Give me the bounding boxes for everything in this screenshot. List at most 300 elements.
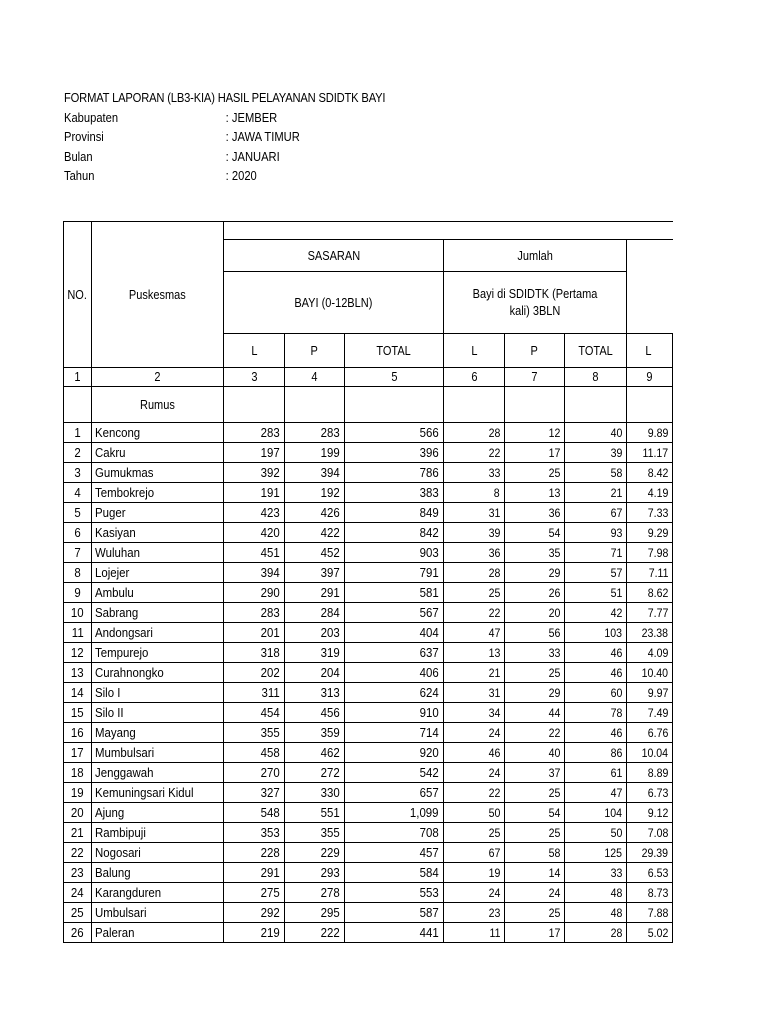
- rumus-cell: [64, 387, 92, 423]
- puskesmas-name: Ajung: [92, 803, 224, 823]
- table-row: [64, 643, 673, 663]
- jumlah-l: 67: [444, 843, 505, 863]
- persen-l: 7.11: [627, 563, 673, 583]
- table-row: [64, 663, 673, 683]
- sasaran-p: 293: [285, 863, 345, 883]
- sasaran-total: 383: [345, 483, 444, 503]
- col-number: 4: [285, 368, 345, 387]
- row-no: 13: [64, 663, 92, 683]
- sasaran-p: 291: [285, 583, 345, 603]
- sasaran-total: 791: [345, 563, 444, 583]
- rumus-cell: [444, 387, 505, 423]
- sasaran-l: 283: [224, 423, 285, 443]
- sasaran-total: 441: [345, 923, 444, 943]
- jumlah-total: 46: [565, 663, 627, 683]
- table-row: [64, 903, 673, 923]
- jumlah-l: 24: [444, 723, 505, 743]
- field-bulan: [64, 147, 385, 167]
- sasaran-l: 202: [224, 663, 285, 683]
- row-no: 12: [64, 643, 92, 663]
- persen-l: 9.12: [627, 803, 673, 823]
- sasaran-l: 327: [224, 783, 285, 803]
- sasaran-l: 392: [224, 463, 285, 483]
- jumlah-l: 23: [444, 903, 505, 923]
- sasaran-total: 587: [345, 903, 444, 923]
- puskesmas-name: Balung: [92, 863, 224, 883]
- sasaran-p: 203: [285, 623, 345, 643]
- field-tahun: [64, 166, 385, 186]
- table-row: [64, 743, 673, 763]
- rumus-label: Rumus: [92, 387, 224, 423]
- table-row: [64, 783, 673, 803]
- jumlah-p: 56: [505, 623, 565, 643]
- sasaran-l: 311: [224, 683, 285, 703]
- row-no: 23: [64, 863, 92, 883]
- persen-l: 11.17: [627, 443, 673, 463]
- jumlah-total: 58: [565, 463, 627, 483]
- rumus-cell: [627, 387, 673, 423]
- col-header-no: NO.: [64, 222, 92, 368]
- sasaran-p: 452: [285, 543, 345, 563]
- col-number: 2: [92, 368, 224, 387]
- col-header-puskesmas: Puskesmas: [92, 222, 224, 368]
- puskesmas-name: Cakru: [92, 443, 224, 463]
- sasaran-l: 270: [224, 763, 285, 783]
- col-number: 9: [627, 368, 673, 387]
- puskesmas-name: Umbulsari: [92, 903, 224, 923]
- field-label: Kabupaten: [64, 109, 119, 125]
- persen-l: 5.02: [627, 923, 673, 943]
- row-no: 17: [64, 743, 92, 763]
- jumlah-l: 31: [444, 503, 505, 523]
- row-no: 21: [64, 823, 92, 843]
- jumlah-total: 21: [565, 483, 627, 503]
- jumlah-total: 39: [565, 443, 627, 463]
- puskesmas-name: Lojejer: [92, 563, 224, 583]
- sasaran-p: 551: [285, 803, 345, 823]
- jumlah-total: 33: [565, 863, 627, 883]
- col-number: 6: [444, 368, 505, 387]
- sasaran-total: 910: [345, 703, 444, 723]
- puskesmas-name: Nogosari: [92, 843, 224, 863]
- row-no: 2: [64, 443, 92, 463]
- jumlah-total: 60: [565, 683, 627, 703]
- jumlah-l: 13: [444, 643, 505, 663]
- table-row: [64, 863, 673, 883]
- jumlah-l: 28: [444, 563, 505, 583]
- col-number: 1: [64, 368, 92, 387]
- persen-l: 7.98: [627, 543, 673, 563]
- sasaran-l: 291: [224, 863, 285, 883]
- sasaran-p: 359: [285, 723, 345, 743]
- table-row: [64, 763, 673, 783]
- puskesmas-name: Mumbulsari: [92, 743, 224, 763]
- jumlah-l: 22: [444, 443, 505, 463]
- sasaran-p: 272: [285, 763, 345, 783]
- row-no: 9: [64, 583, 92, 603]
- header-top-band: [224, 222, 673, 240]
- jumlah-total: 48: [565, 883, 627, 903]
- sasaran-p: 426: [285, 503, 345, 523]
- jumlah-l: 39: [444, 523, 505, 543]
- sasaran-p: 283: [285, 423, 345, 443]
- jumlah-total: 61: [565, 763, 627, 783]
- sasaran-l: 191: [224, 483, 285, 503]
- jumlah-p: 22: [505, 723, 565, 743]
- jumlah-l: 33: [444, 463, 505, 483]
- sub-header-bayi: BAYI (0-12BLN): [224, 272, 444, 334]
- persen-l: 7.33: [627, 503, 673, 523]
- jumlah-l: 19: [444, 863, 505, 883]
- persen-l: 7.49: [627, 703, 673, 723]
- jumlah-p: 17: [505, 443, 565, 463]
- persen-l: 9.29: [627, 523, 673, 543]
- jumlah-l: 46: [444, 743, 505, 763]
- field-value: : 2020: [225, 168, 257, 183]
- jumlah-p: 14: [505, 863, 565, 883]
- jumlah-l: 34: [444, 703, 505, 723]
- field-value: : JANUARI: [225, 148, 280, 164]
- jumlah-l: 24: [444, 883, 505, 903]
- puskesmas-name: Mayang: [92, 723, 224, 743]
- jumlah-total: 28: [565, 923, 627, 943]
- persen-l: 7.88: [627, 903, 673, 923]
- puskesmas-name: Kemuningsari Kidul: [92, 783, 224, 803]
- field-label: Tahun: [64, 168, 95, 183]
- sub-col-l: L: [627, 334, 673, 368]
- jumlah-total: 57: [565, 563, 627, 583]
- table-row: [64, 443, 673, 463]
- puskesmas-name: Gumukmas: [92, 463, 224, 483]
- row-no: 11: [64, 623, 92, 643]
- row-no: 10: [64, 603, 92, 623]
- sasaran-total: 584: [345, 863, 444, 883]
- puskesmas-name: Karangduren: [92, 883, 224, 903]
- sasaran-l: 353: [224, 823, 285, 843]
- persen-l: 10.40: [627, 663, 673, 683]
- puskesmas-name: Wuluhan: [92, 543, 224, 563]
- jumlah-p: 37: [505, 763, 565, 783]
- jumlah-p: 29: [505, 683, 565, 703]
- table-row: [64, 683, 673, 703]
- jumlah-total: 78: [565, 703, 627, 723]
- puskesmas-name: Kasiyan: [92, 523, 224, 543]
- jumlah-p: 26: [505, 583, 565, 603]
- jumlah-total: 50: [565, 823, 627, 843]
- rumus-cell: [285, 387, 345, 423]
- jumlah-p: 25: [505, 903, 565, 923]
- jumlah-l: 31: [444, 683, 505, 703]
- table-row: [64, 703, 673, 723]
- puskesmas-name: Silo II: [92, 703, 224, 723]
- jumlah-l: 47: [444, 623, 505, 643]
- sasaran-total: 849: [345, 503, 444, 523]
- field-value: : JAWA TIMUR: [225, 129, 300, 144]
- jumlah-l: 8: [444, 483, 505, 503]
- jumlah-p: 29: [505, 563, 565, 583]
- sasaran-p: 278: [285, 883, 345, 903]
- jumlah-p: 54: [505, 803, 565, 823]
- field-label: Provinsi: [64, 129, 104, 144]
- sasaran-p: 456: [285, 703, 345, 723]
- sasaran-p: 462: [285, 743, 345, 763]
- persen-l: 7.77: [627, 603, 673, 623]
- jumlah-p: 36: [505, 503, 565, 523]
- persen-l: 23.38: [627, 623, 673, 643]
- sasaran-total: 637: [345, 643, 444, 663]
- row-no: 14: [64, 683, 92, 703]
- puskesmas-name: Curahnongko: [92, 663, 224, 683]
- row-no: 4: [64, 483, 92, 503]
- sasaran-total: 396: [345, 443, 444, 463]
- persen-l: 9.97: [627, 683, 673, 703]
- sasaran-l: 197: [224, 443, 285, 463]
- jumlah-total: 93: [565, 523, 627, 543]
- table-row: [64, 583, 673, 603]
- jumlah-l: 21: [444, 663, 505, 683]
- sasaran-l: 548: [224, 803, 285, 823]
- sasaran-total: 406: [345, 663, 444, 683]
- jumlah-p: 20: [505, 603, 565, 623]
- row-no: 6: [64, 523, 92, 543]
- row-no: 18: [64, 763, 92, 783]
- jumlah-l: 28: [444, 423, 505, 443]
- jumlah-total: 51: [565, 583, 627, 603]
- persen-l: 4.19: [627, 483, 673, 503]
- group-header-jumlah: Jumlah: [444, 240, 627, 272]
- sub-col-p: P: [505, 334, 565, 368]
- persen-l: 8.42: [627, 463, 673, 483]
- table-row: [64, 463, 673, 483]
- jumlah-p: 33: [505, 643, 565, 663]
- col-number: 5: [345, 368, 444, 387]
- persen-l: 10.04: [627, 743, 673, 763]
- sasaran-total: 786: [345, 463, 444, 483]
- col-number: 7: [505, 368, 565, 387]
- rumus-cell: [565, 387, 627, 423]
- table-row: [64, 523, 673, 543]
- group-header-sasaran: SASARAN: [224, 240, 444, 272]
- row-no: 20: [64, 803, 92, 823]
- persen-l: 8.62: [627, 583, 673, 603]
- row-no: 1: [64, 423, 92, 443]
- sasaran-l: 420: [224, 523, 285, 543]
- sasaran-p: 355: [285, 823, 345, 843]
- jumlah-l: 22: [444, 783, 505, 803]
- row-no: 19: [64, 783, 92, 803]
- table-row: [64, 543, 673, 563]
- row-no: 8: [64, 563, 92, 583]
- sasaran-p: 222: [285, 923, 345, 943]
- persen-l: 9.89: [627, 423, 673, 443]
- jumlah-total: 71: [565, 543, 627, 563]
- sasaran-total: 842: [345, 523, 444, 543]
- row-no: 25: [64, 903, 92, 923]
- sasaran-total: 920: [345, 743, 444, 763]
- sasaran-l: 458: [224, 743, 285, 763]
- field-label: Bulan: [64, 148, 93, 164]
- table-row: [64, 823, 673, 843]
- table-row: [64, 603, 673, 623]
- jumlah-total: 103: [565, 623, 627, 643]
- sub-col-l: L: [444, 334, 505, 368]
- sasaran-l: 355: [224, 723, 285, 743]
- jumlah-l: 25: [444, 823, 505, 843]
- sasaran-p: 330: [285, 783, 345, 803]
- sasaran-total: 542: [345, 763, 444, 783]
- puskesmas-name: Sabrang: [92, 603, 224, 623]
- sasaran-total: 404: [345, 623, 444, 643]
- sasaran-l: 394: [224, 563, 285, 583]
- sasaran-p: 192: [285, 483, 345, 503]
- jumlah-p: 54: [505, 523, 565, 543]
- sasaran-l: 451: [224, 543, 285, 563]
- rumus-cell: [224, 387, 285, 423]
- persen-l: 8.89: [627, 763, 673, 783]
- field-value: : JEMBER: [225, 109, 278, 125]
- sasaran-total: 708: [345, 823, 444, 843]
- table-row: [64, 843, 673, 863]
- sasaran-p: 394: [285, 463, 345, 483]
- row-no: 7: [64, 543, 92, 563]
- column-number-row: [64, 368, 673, 387]
- puskesmas-name: Jenggawah: [92, 763, 224, 783]
- sasaran-total: 624: [345, 683, 444, 703]
- jumlah-p: 13: [505, 483, 565, 503]
- sasaran-l: 201: [224, 623, 285, 643]
- jumlah-total: 46: [565, 723, 627, 743]
- sasaran-p: 422: [285, 523, 345, 543]
- table-row: [64, 623, 673, 643]
- report-header: [64, 88, 385, 186]
- row-no: 16: [64, 723, 92, 743]
- jumlah-l: 50: [444, 803, 505, 823]
- field-provinsi: [64, 127, 385, 147]
- jumlah-total: 46: [565, 643, 627, 663]
- sasaran-l: 228: [224, 843, 285, 863]
- sasaran-total: 714: [345, 723, 444, 743]
- jumlah-p: 35: [505, 543, 565, 563]
- sasaran-p: 313: [285, 683, 345, 703]
- sub-col-total: TOTAL: [565, 334, 627, 368]
- sasaran-total: 903: [345, 543, 444, 563]
- table-row: [64, 803, 673, 823]
- jumlah-p: 12: [505, 423, 565, 443]
- puskesmas-name: Paleran: [92, 923, 224, 943]
- sasaran-l: 318: [224, 643, 285, 663]
- jumlah-p: 44: [505, 703, 565, 723]
- jumlah-l: 36: [444, 543, 505, 563]
- jumlah-l: 22: [444, 603, 505, 623]
- row-no: 3: [64, 463, 92, 483]
- header-blank: [627, 240, 673, 334]
- puskesmas-name: Silo I: [92, 683, 224, 703]
- jumlah-p: 25: [505, 663, 565, 683]
- puskesmas-name: Andongsari: [92, 623, 224, 643]
- sasaran-p: 319: [285, 643, 345, 663]
- jumlah-total: 42: [565, 603, 627, 623]
- puskesmas-name: Ambulu: [92, 583, 224, 603]
- jumlah-p: 25: [505, 783, 565, 803]
- row-no: 22: [64, 843, 92, 863]
- table-row: [64, 723, 673, 743]
- puskesmas-name: Kencong: [92, 423, 224, 443]
- puskesmas-name: Tempurejo: [92, 643, 224, 663]
- sub-col-total: TOTAL: [345, 334, 444, 368]
- jumlah-l: 11: [444, 923, 505, 943]
- row-no: 26: [64, 923, 92, 943]
- jumlah-p: 25: [505, 823, 565, 843]
- sasaran-total: 1,099: [345, 803, 444, 823]
- puskesmas-name: Puger: [92, 503, 224, 523]
- table-row: [64, 563, 673, 583]
- jumlah-p: 40: [505, 743, 565, 763]
- report-title: FORMAT LAPORAN (LB3-KIA) HASIL PELAYANAN SDIDTK BAYI: [64, 90, 386, 105]
- table-row: [64, 423, 673, 443]
- sub-col-l: L: [224, 334, 285, 368]
- sub-col-p: P: [285, 334, 345, 368]
- sasaran-total: 581: [345, 583, 444, 603]
- row-no: 15: [64, 703, 92, 723]
- jumlah-p: 17: [505, 923, 565, 943]
- col-number: 3: [224, 368, 285, 387]
- sasaran-l: 275: [224, 883, 285, 903]
- col-number: 8: [565, 368, 627, 387]
- sub-header-sdidtk: Bayi di SDIDTK (Pertama kali) 3BLN: [444, 272, 627, 334]
- sasaran-p: 284: [285, 603, 345, 623]
- jumlah-total: 86: [565, 743, 627, 763]
- puskesmas-name: Tembokrejo: [92, 483, 224, 503]
- persen-l: 7.08: [627, 823, 673, 843]
- persen-l: 29.39: [627, 843, 673, 863]
- jumlah-total: 67: [565, 503, 627, 523]
- jumlah-p: 25: [505, 463, 565, 483]
- jumlah-total: 40: [565, 423, 627, 443]
- persen-l: 6.53: [627, 863, 673, 883]
- rumus-row: [64, 387, 673, 423]
- sasaran-p: 229: [285, 843, 345, 863]
- jumlah-p: 58: [505, 843, 565, 863]
- puskesmas-name: Rambipuji: [92, 823, 224, 843]
- sasaran-total: 457: [345, 843, 444, 863]
- persen-l: 4.09: [627, 643, 673, 663]
- sasaran-l: 454: [224, 703, 285, 723]
- sasaran-p: 199: [285, 443, 345, 463]
- table-row: [64, 503, 673, 523]
- field-kabupaten: [64, 108, 385, 128]
- table-row: [64, 483, 673, 503]
- table-row: [64, 883, 673, 903]
- sasaran-total: 567: [345, 603, 444, 623]
- persen-l: 6.76: [627, 723, 673, 743]
- sasaran-p: 204: [285, 663, 345, 683]
- sasaran-total: 657: [345, 783, 444, 803]
- jumlah-total: 47: [565, 783, 627, 803]
- row-no: 24: [64, 883, 92, 903]
- jumlah-l: 25: [444, 583, 505, 603]
- persen-l: 8.73: [627, 883, 673, 903]
- jumlah-total: 125: [565, 843, 627, 863]
- sasaran-l: 219: [224, 923, 285, 943]
- sasaran-p: 295: [285, 903, 345, 923]
- row-no: 5: [64, 503, 92, 523]
- jumlah-l: 24: [444, 763, 505, 783]
- jumlah-total: 104: [565, 803, 627, 823]
- jumlah-p: 24: [505, 883, 565, 903]
- sasaran-l: 290: [224, 583, 285, 603]
- jumlah-total: 48: [565, 903, 627, 923]
- sasaran-l: 292: [224, 903, 285, 923]
